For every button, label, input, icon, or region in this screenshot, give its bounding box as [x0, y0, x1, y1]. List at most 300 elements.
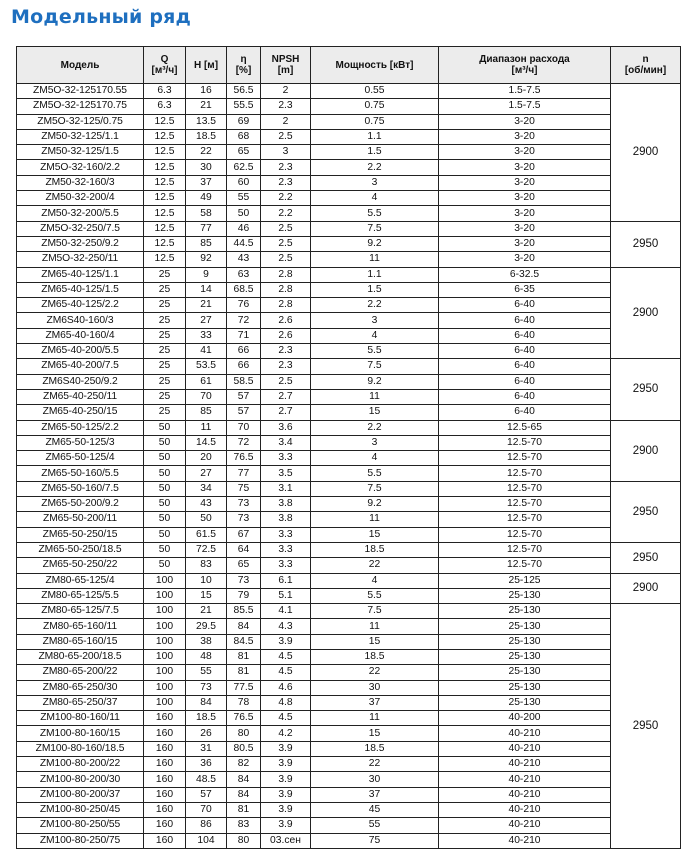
cell-power: 5.5 [311, 344, 439, 359]
cell-npsh: 2.6 [261, 313, 311, 328]
cell-flow: 160 [144, 726, 186, 741]
table-row [17, 313, 681, 328]
cell-npsh: 3.9 [261, 757, 311, 772]
cell-efficiency: 76.5 [227, 451, 261, 466]
cell-flow: 25 [144, 359, 186, 374]
cell-head: 55 [186, 665, 227, 680]
table-row [17, 160, 681, 175]
cell-flow-range: 3-20 [439, 175, 611, 190]
cell-rpm: 2900 [611, 573, 681, 604]
cell-head: 38 [186, 634, 227, 649]
cell-flow: 100 [144, 604, 186, 619]
cell-flow: 12.5 [144, 252, 186, 267]
cell-head: 14.5 [186, 435, 227, 450]
cell-power: 22 [311, 757, 439, 772]
cell-power: 0.75 [311, 114, 439, 129]
cell-head: 26 [186, 726, 227, 741]
cell-flow: 50 [144, 451, 186, 466]
cell-flow-range: 6-40 [439, 405, 611, 420]
cell-efficiency: 63 [227, 267, 261, 282]
cell-npsh: 4.5 [261, 649, 311, 664]
table-row [17, 573, 681, 588]
cell-flow: 6.3 [144, 84, 186, 99]
cell-head: 27 [186, 313, 227, 328]
cell-flow-range: 1.5-7.5 [439, 84, 611, 99]
cell-power: 7.5 [311, 221, 439, 236]
cell-flow-range: 3-20 [439, 236, 611, 251]
table-row [17, 665, 681, 680]
cell-flow: 25 [144, 405, 186, 420]
cell-efficiency: 76 [227, 298, 261, 313]
cell-npsh: 3.3 [261, 451, 311, 466]
cell-power: 55 [311, 818, 439, 833]
cell-flow-range: 12.5-70 [439, 466, 611, 481]
cell-flow-range: 6-40 [439, 374, 611, 389]
cell-efficiency: 62.5 [227, 160, 261, 175]
cell-npsh: 3.9 [261, 802, 311, 817]
cell-flow: 100 [144, 588, 186, 603]
cell-head: 41 [186, 344, 227, 359]
cell-flow: 160 [144, 818, 186, 833]
cell-efficiency: 68.5 [227, 282, 261, 297]
cell-head: 21 [186, 298, 227, 313]
table-row [17, 84, 681, 99]
cell-head: 43 [186, 497, 227, 512]
cell-head: 83 [186, 558, 227, 573]
cell-power: 75 [311, 833, 439, 848]
cell-flow-range: 40-210 [439, 833, 611, 848]
cell-flow-range: 6-32.5 [439, 267, 611, 282]
table-row [17, 741, 681, 756]
cell-npsh: 3.3 [261, 542, 311, 557]
cell-flow-range: 6-40 [439, 344, 611, 359]
cell-efficiency: 84.5 [227, 634, 261, 649]
cell-flow-range: 12.5-70 [439, 435, 611, 450]
table-row [17, 359, 681, 374]
cell-flow: 50 [144, 435, 186, 450]
cell-head: 53.5 [186, 359, 227, 374]
cell-efficiency: 69 [227, 114, 261, 129]
cell-efficiency: 65 [227, 145, 261, 160]
table-row [17, 99, 681, 114]
cell-model: ZM65-40-125/1.1 [17, 267, 144, 282]
cell-head: 61.5 [186, 527, 227, 542]
cell-efficiency: 73 [227, 497, 261, 512]
cell-model: ZM65-40-200/7.5 [17, 359, 144, 374]
cell-npsh: 2.7 [261, 389, 311, 404]
cell-npsh: 2.3 [261, 175, 311, 190]
cell-npsh: 03.сен [261, 833, 311, 848]
cell-model: ZM100-80-200/30 [17, 772, 144, 787]
cell-model: ZM80-65-200/22 [17, 665, 144, 680]
cell-flow: 100 [144, 619, 186, 634]
cell-flow-range: 25-130 [439, 695, 611, 710]
cell-model: ZM50-32-200/4 [17, 191, 144, 206]
cell-flow: 50 [144, 466, 186, 481]
cell-npsh: 4.2 [261, 726, 311, 741]
cell-flow: 12.5 [144, 206, 186, 221]
cell-head: 18.5 [186, 711, 227, 726]
cell-flow: 100 [144, 695, 186, 710]
cell-model: ZM6S40-160/3 [17, 313, 144, 328]
cell-head: 49 [186, 191, 227, 206]
cell-npsh: 2.2 [261, 206, 311, 221]
cell-power: 11 [311, 389, 439, 404]
cell-model: ZM5O-32-125/0.75 [17, 114, 144, 129]
table-row [17, 221, 681, 236]
cell-head: 58 [186, 206, 227, 221]
cell-power: 15 [311, 405, 439, 420]
table-row [17, 145, 681, 160]
cell-efficiency: 56.5 [227, 84, 261, 99]
cell-flow: 160 [144, 833, 186, 848]
cell-power: 2.2 [311, 298, 439, 313]
table-row [17, 282, 681, 297]
cell-head: 85 [186, 405, 227, 420]
cell-npsh: 2.5 [261, 252, 311, 267]
cell-flow: 25 [144, 374, 186, 389]
cell-flow: 25 [144, 328, 186, 343]
cell-npsh: 3.3 [261, 527, 311, 542]
cell-flow: 160 [144, 711, 186, 726]
cell-efficiency: 55 [227, 191, 261, 206]
cell-npsh: 4.8 [261, 695, 311, 710]
cell-power: 0.55 [311, 84, 439, 99]
table-row [17, 191, 681, 206]
cell-efficiency: 84 [227, 619, 261, 634]
cell-efficiency: 80 [227, 726, 261, 741]
cell-power: 1.1 [311, 129, 439, 144]
cell-efficiency: 81 [227, 649, 261, 664]
cell-head: 14 [186, 282, 227, 297]
cell-power: 15 [311, 726, 439, 741]
table-row [17, 497, 681, 512]
cell-power: 1.1 [311, 267, 439, 282]
cell-head: 37 [186, 175, 227, 190]
cell-npsh: 3.9 [261, 741, 311, 756]
table-row [17, 604, 681, 619]
cell-efficiency: 75 [227, 481, 261, 496]
cell-efficiency: 83 [227, 818, 261, 833]
cell-power: 1.5 [311, 145, 439, 160]
cell-flow: 100 [144, 634, 186, 649]
cell-head: 70 [186, 389, 227, 404]
cell-model: ZM100-80-160/15 [17, 726, 144, 741]
cell-head: 10 [186, 573, 227, 588]
table-body [17, 84, 681, 849]
cell-model: ZM50-32-160/3 [17, 175, 144, 190]
table-row [17, 711, 681, 726]
cell-model: ZM5O-32-125170.55 [17, 84, 144, 99]
cell-head: 48 [186, 649, 227, 664]
cell-efficiency: 67 [227, 527, 261, 542]
table-row [17, 726, 681, 741]
cell-npsh: 5.1 [261, 588, 311, 603]
cell-npsh: 3.9 [261, 634, 311, 649]
cell-npsh: 3.4 [261, 435, 311, 450]
cell-power: 0.75 [311, 99, 439, 114]
cell-efficiency: 79 [227, 588, 261, 603]
cell-flow: 12.5 [144, 160, 186, 175]
cell-flow-range: 12.5-65 [439, 420, 611, 435]
cell-flow: 50 [144, 558, 186, 573]
cell-npsh: 4.3 [261, 619, 311, 634]
cell-model: ZM65-50-160/7.5 [17, 481, 144, 496]
cell-npsh: 2.8 [261, 298, 311, 313]
cell-power: 18.5 [311, 741, 439, 756]
header-h [186, 47, 227, 84]
cell-model: ZM65-50-125/2.2 [17, 420, 144, 435]
cell-head: 92 [186, 252, 227, 267]
cell-flow: 50 [144, 527, 186, 542]
cell-efficiency: 65 [227, 558, 261, 573]
cell-flow-range: 6-40 [439, 328, 611, 343]
header-flow-range [439, 47, 611, 84]
cell-head: 11 [186, 420, 227, 435]
cell-flow-range: 3-20 [439, 221, 611, 236]
cell-flow: 25 [144, 389, 186, 404]
cell-flow: 12.5 [144, 191, 186, 206]
cell-model: ZM80-65-250/37 [17, 695, 144, 710]
cell-efficiency: 64 [227, 542, 261, 557]
table-row [17, 818, 681, 833]
cell-model: ZM65-40-250/11 [17, 389, 144, 404]
cell-flow-range: 40-210 [439, 818, 611, 833]
cell-flow-range: 40-210 [439, 741, 611, 756]
cell-npsh: 2.3 [261, 160, 311, 175]
cell-model: ZM80-65-250/30 [17, 680, 144, 695]
table-row [17, 757, 681, 772]
cell-head: 34 [186, 481, 227, 496]
cell-head: 57 [186, 787, 227, 802]
page-title: Модельный ряд [11, 6, 192, 28]
cell-flow-range: 1.5-7.5 [439, 99, 611, 114]
cell-npsh: 2.5 [261, 129, 311, 144]
cell-flow-range: 3-20 [439, 206, 611, 221]
cell-model: ZM80-65-200/18.5 [17, 649, 144, 664]
cell-rpm: 2950 [611, 221, 681, 267]
cell-model: ZM65-50-200/11 [17, 512, 144, 527]
cell-model: ZM80-65-160/11 [17, 619, 144, 634]
cell-npsh: 2.5 [261, 221, 311, 236]
cell-flow-range: 6-40 [439, 389, 611, 404]
cell-rpm: 2950 [611, 604, 681, 849]
cell-npsh: 3 [261, 145, 311, 160]
cell-power: 18.5 [311, 542, 439, 557]
cell-model: ZM80-65-160/15 [17, 634, 144, 649]
table-row [17, 451, 681, 466]
cell-efficiency: 70 [227, 420, 261, 435]
cell-model: ZM65-50-125/3 [17, 435, 144, 450]
cell-model: ZM65-50-250/15 [17, 527, 144, 542]
cell-head: 30 [186, 160, 227, 175]
cell-flow-range: 25-130 [439, 649, 611, 664]
table-row [17, 649, 681, 664]
cell-head: 73 [186, 680, 227, 695]
cell-efficiency: 60 [227, 175, 261, 190]
cell-rpm: 2950 [611, 481, 681, 542]
cell-flow: 25 [144, 282, 186, 297]
cell-head: 29.5 [186, 619, 227, 634]
table-row [17, 802, 681, 817]
table-row [17, 772, 681, 787]
cell-power: 22 [311, 665, 439, 680]
model-range-table [16, 46, 681, 849]
header-q-symbol: Q [160, 54, 169, 65]
header-npsh-unit: [m] [277, 65, 294, 76]
cell-efficiency: 82 [227, 757, 261, 772]
cell-npsh: 3.1 [261, 481, 311, 496]
cell-npsh: 3.8 [261, 512, 311, 527]
header-power-label: Мощность [кВт] [335, 59, 414, 71]
cell-head: 18.5 [186, 129, 227, 144]
cell-npsh: 6.1 [261, 573, 311, 588]
cell-flow: 160 [144, 802, 186, 817]
cell-flow-range: 3-20 [439, 145, 611, 160]
cell-flow-range: 25-130 [439, 604, 611, 619]
cell-power: 45 [311, 802, 439, 817]
cell-efficiency: 72 [227, 435, 261, 450]
header-efficiency-symbol: η [240, 54, 247, 65]
table-row [17, 344, 681, 359]
cell-npsh: 3.6 [261, 420, 311, 435]
cell-flow: 50 [144, 497, 186, 512]
cell-flow-range: 12.5-70 [439, 527, 611, 542]
table-row [17, 558, 681, 573]
cell-head: 85 [186, 236, 227, 251]
cell-npsh: 3.9 [261, 818, 311, 833]
cell-model: ZM100-80-200/37 [17, 787, 144, 802]
cell-efficiency: 77.5 [227, 680, 261, 695]
cell-model: ZM100-80-250/55 [17, 818, 144, 833]
cell-flow-range: 12.5-70 [439, 512, 611, 527]
cell-npsh: 4.6 [261, 680, 311, 695]
cell-npsh: 3.8 [261, 497, 311, 512]
cell-power: 9.2 [311, 236, 439, 251]
cell-npsh: 2.6 [261, 328, 311, 343]
cell-model: ZM5O-32-250/11 [17, 252, 144, 267]
cell-flow: 12.5 [144, 221, 186, 236]
cell-efficiency: 84 [227, 787, 261, 802]
cell-flow-range: 6-35 [439, 282, 611, 297]
cell-flow: 160 [144, 757, 186, 772]
cell-head: 36 [186, 757, 227, 772]
header-model [17, 47, 144, 84]
cell-model: ZM65-50-125/4 [17, 451, 144, 466]
cell-power: 11 [311, 619, 439, 634]
cell-efficiency: 50 [227, 206, 261, 221]
header-row [17, 47, 681, 84]
cell-power: 2.2 [311, 160, 439, 175]
cell-npsh: 4.5 [261, 665, 311, 680]
table-row [17, 512, 681, 527]
cell-efficiency: 58.5 [227, 374, 261, 389]
table-row [17, 129, 681, 144]
cell-power: 7.5 [311, 359, 439, 374]
cell-efficiency: 57 [227, 389, 261, 404]
cell-power: 30 [311, 772, 439, 787]
cell-flow-range: 12.5-70 [439, 497, 611, 512]
cell-efficiency: 76.5 [227, 711, 261, 726]
cell-efficiency: 68 [227, 129, 261, 144]
cell-efficiency: 80 [227, 833, 261, 848]
cell-head: 21 [186, 604, 227, 619]
cell-efficiency: 78 [227, 695, 261, 710]
cell-flow: 160 [144, 787, 186, 802]
cell-efficiency: 46 [227, 221, 261, 236]
cell-flow: 12.5 [144, 236, 186, 251]
cell-power: 4 [311, 573, 439, 588]
cell-power: 1.5 [311, 282, 439, 297]
table-row [17, 236, 681, 251]
cell-npsh: 2.3 [261, 344, 311, 359]
cell-rpm: 2900 [611, 267, 681, 359]
cell-rpm: 2950 [611, 359, 681, 420]
cell-power: 11 [311, 711, 439, 726]
cell-model: ZM65-50-200/9.2 [17, 497, 144, 512]
cell-flow-range: 3-20 [439, 129, 611, 144]
cell-power: 9.2 [311, 374, 439, 389]
cell-npsh: 2.3 [261, 359, 311, 374]
cell-flow-range: 40-210 [439, 772, 611, 787]
table-row [17, 374, 681, 389]
cell-head: 70 [186, 802, 227, 817]
cell-head: 86 [186, 818, 227, 833]
cell-flow-range: 40-210 [439, 757, 611, 772]
cell-efficiency: 57 [227, 405, 261, 420]
cell-flow: 50 [144, 512, 186, 527]
header-rpm-symbol: n [642, 54, 649, 65]
table-row [17, 588, 681, 603]
cell-flow-range: 3-20 [439, 160, 611, 175]
cell-power: 2.2 [311, 420, 439, 435]
cell-flow: 6.3 [144, 99, 186, 114]
cell-efficiency: 81 [227, 802, 261, 817]
cell-npsh: 2 [261, 114, 311, 129]
cell-head: 48.5 [186, 772, 227, 787]
cell-power: 7.5 [311, 604, 439, 619]
cell-efficiency: 73 [227, 573, 261, 588]
cell-npsh: 2.8 [261, 282, 311, 297]
cell-efficiency: 81 [227, 665, 261, 680]
cell-flow-range: 12.5-70 [439, 558, 611, 573]
cell-flow: 25 [144, 267, 186, 282]
cell-rpm: 2900 [611, 84, 681, 222]
cell-flow-range: 12.5-70 [439, 481, 611, 496]
cell-power: 11 [311, 252, 439, 267]
table-row [17, 833, 681, 848]
cell-power: 4 [311, 328, 439, 343]
cell-model: ZM5O-32-125170.75 [17, 99, 144, 114]
cell-model: ZM65-50-250/18.5 [17, 542, 144, 557]
cell-head: 31 [186, 741, 227, 756]
cell-npsh: 2.5 [261, 374, 311, 389]
table-row [17, 206, 681, 221]
cell-flow-range: 40-210 [439, 802, 611, 817]
cell-power: 37 [311, 787, 439, 802]
cell-flow-range: 40-210 [439, 787, 611, 802]
cell-rpm: 2900 [611, 420, 681, 481]
cell-power: 5.5 [311, 466, 439, 481]
table-row [17, 542, 681, 557]
table-header [17, 47, 681, 84]
cell-model: ZM65-40-125/1.5 [17, 282, 144, 297]
cell-flow: 100 [144, 665, 186, 680]
cell-head: 61 [186, 374, 227, 389]
cell-head: 13.5 [186, 114, 227, 129]
header-npsh [261, 47, 311, 84]
cell-power: 5.5 [311, 588, 439, 603]
